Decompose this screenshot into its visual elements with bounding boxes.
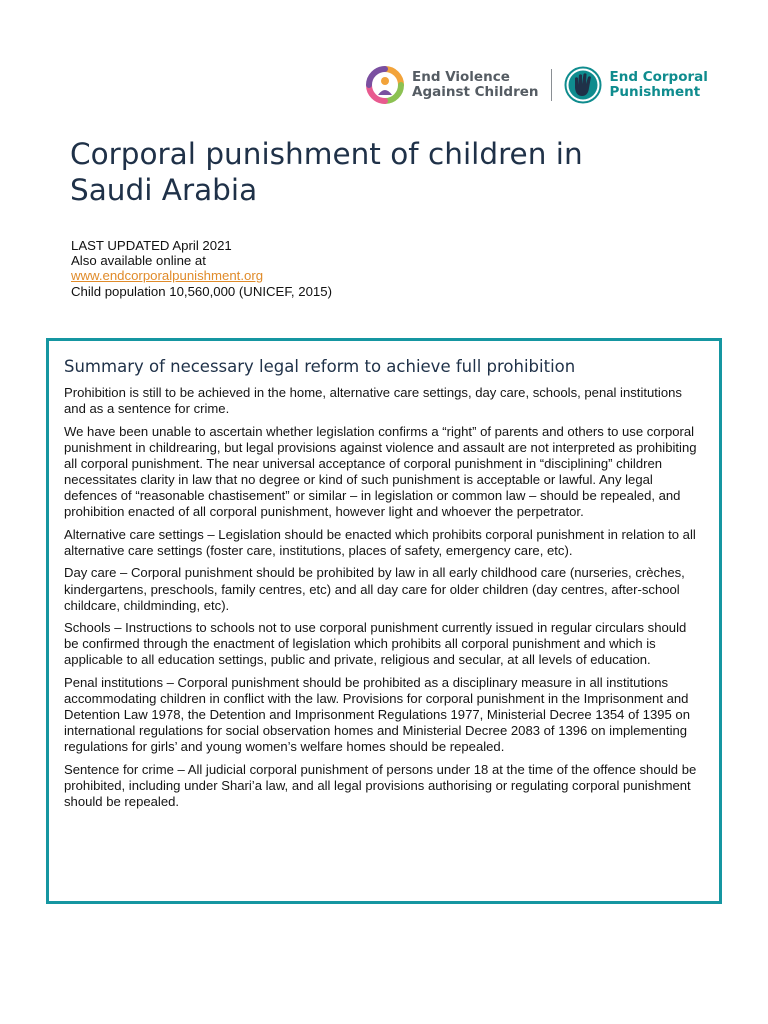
logo-divider xyxy=(551,69,552,101)
end-violence-icon xyxy=(366,66,404,104)
summary-paragraph: Schools – Instructions to schools not to use corporal punishment currently issued in regular circulars should be confirmed through the enactment of legislation which prohibits all corporal punishment and which is applicable to all education settings, public and private, religious and secular, at all levels of education. xyxy=(64,620,687,668)
website-link[interactable]: www.endcorporalpunishment.org xyxy=(71,268,264,284)
page-title-line1: Corporal punishment of children in xyxy=(70,137,583,171)
summary-paragraph: We have been unable to ascertain whether legislation confirms a “right” of parents and others to use corporal punishment in childrearing, but legal provisions against violence and assault are not interpreted as prohibiting all corporal punishment. The near universal acceptance of corporal punishment in “disciplining” children necessitates clarity in law that no degree or kind of such punishment is acceptable or lawful. Any legal defences of “reasonable chastisement” or similar – in legislation or common law – should be repealed, and prohibition enacted of all corporal punishment, however light and whoever the perpetrator. xyxy=(64,423,697,520)
available-online: Also available online at xyxy=(71,253,206,269)
header-logos xyxy=(366,66,708,104)
end-violence-line2: Against Children xyxy=(412,84,539,100)
last-updated: LAST UPDATED April 2021 xyxy=(71,238,232,253)
summary-title: Summary of necessary legal reform to achieve full prohibition xyxy=(64,357,576,376)
raised-hand-icon xyxy=(564,66,602,104)
summary-body xyxy=(64,385,702,817)
end-violence-logo xyxy=(366,66,539,104)
summary-paragraph: Alternative care settings – Legislation should be enacted which prohibits corporal punishment in relation to all alternative care settings (foster care, institutions, places of safety, emergency care, etc). xyxy=(64,526,696,558)
child-population: Child population 10,560,000 (UNICEF, 2015) xyxy=(71,283,332,299)
summary-paragraph: Sentence for crime – All judicial corporal punishment of persons under 18 at the time of the offence should be prohibited, including under Shari’a law, and all legal provisions authorising or regulating corporal punishment should be repealed. xyxy=(64,761,697,810)
end-corporal-line1: End Corporal xyxy=(609,69,708,85)
end-violence-line1: End Violence xyxy=(412,69,510,85)
end-corporal-line2: Punishment xyxy=(609,84,701,100)
summary-paragraph: Prohibition is still to be achieved in the home, alternative care settings, day care, schools, penal institutions and as a sentence for crime. xyxy=(64,385,682,417)
summary-paragraph: Day care – Corporal punishment should be prohibited by law in all early childhood care (nurseries, crèches, kindergartens, preschools, family centres, etc) and all day care for older children (day centres, after-school childcare, childminding, etc). xyxy=(64,565,685,613)
page-title-line2: Saudi Arabia xyxy=(70,173,258,207)
end-corporal-punishment-logo xyxy=(564,66,708,104)
summary-paragraph: Penal institutions – Corporal punishment should be prohibited as a disciplinary measure in all institutions accommodating children in conflict with the law. Provisions for corporal punishment in the Imprisonment and Detention Law 1978, the Detention and Imprisonment Regulations 1977, Ministerial Decree 1354 of 1395 on international regulations for social observation homes and Ministerial Decree 2083 of 1396 on implementing regulations for girls’ and young women’s welfare homes should be repealed. xyxy=(64,675,690,755)
page-title xyxy=(70,136,710,208)
document-meta xyxy=(71,238,332,299)
